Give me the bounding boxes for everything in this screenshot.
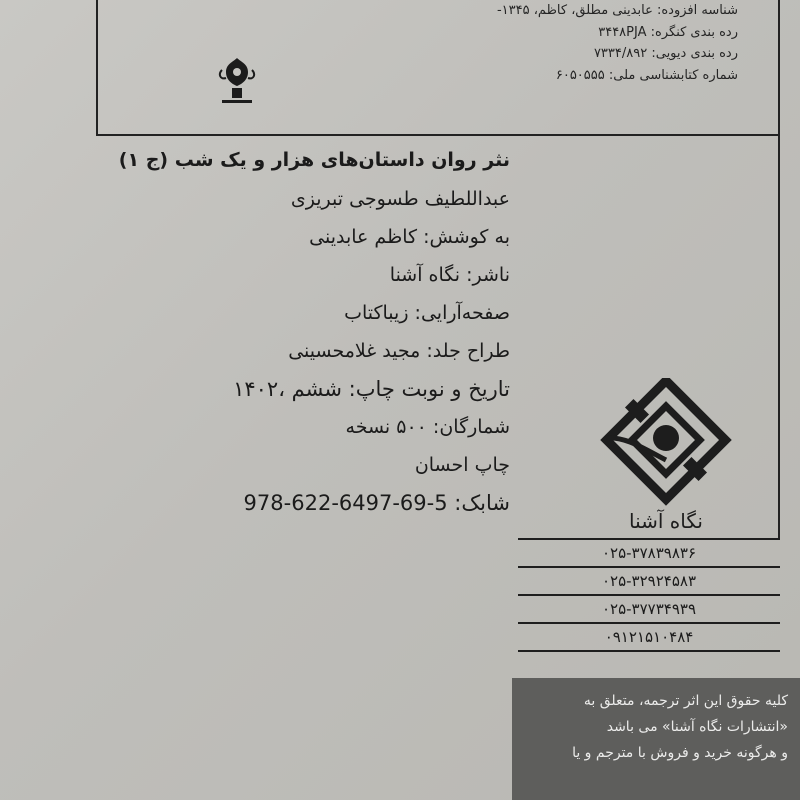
phone-number: ۰۲۵-۳۷۸۳۹۸۳۶ xyxy=(518,538,780,566)
publisher-logo-icon xyxy=(586,378,746,538)
catalog-line: رده بندی کنگره: ۳۴۴۸PJA xyxy=(598,24,738,40)
rights-line: کلیه حقوق این اثر ترجمه، متعلق به xyxy=(583,693,788,709)
catalog-line: شماره کتابشناسی ملی: ۶۰۵۰۵۵۵ xyxy=(555,67,738,83)
frame-border-right xyxy=(778,0,780,540)
cover-designer: طراح جلد: مجید غلامحسینی xyxy=(288,340,510,362)
book-details xyxy=(90,140,510,522)
phone-list xyxy=(518,538,780,652)
phone-number: ۰۲۵-۳۲۹۲۴۵۸۳ xyxy=(518,566,780,594)
circulation: شمارگان: ۵۰۰ نسخه xyxy=(345,416,510,438)
rights-line: و هرگونه خرید و فروش با مترجم و یا xyxy=(572,745,788,761)
printer: چاپ احسان xyxy=(414,454,510,476)
phone-number: ۰۹۱۲۱۵۱۰۴۸۴ xyxy=(518,622,780,652)
rights-line: «انتشارات نگاه آشنا» می باشد xyxy=(606,719,788,735)
frame-border-left xyxy=(96,0,98,136)
book-title: نثر روان داستان‌های هزار و یک شب (ج ۱) xyxy=(118,149,510,171)
rights-notice xyxy=(512,678,800,800)
catalog-line: رده بندی دیویی: ۷۳۳۴/۸۹۲ xyxy=(593,46,738,61)
phone-number: ۰۲۵-۳۷۷۳۴۹۳۹ xyxy=(518,594,780,622)
frame-divider-top xyxy=(96,134,780,136)
catalog-block xyxy=(298,0,738,86)
isbn: شابک: 5-69-6497-622-978 xyxy=(243,491,510,515)
author: عبداللطیف طسوجی تبریزی xyxy=(290,188,510,210)
catalog-line: شناسه افزوده: عابدینی مطلق، کاظم، ۱۳۴۵- xyxy=(496,3,738,18)
ornament-icon xyxy=(218,56,256,106)
logo-text: نگاه آشنا xyxy=(629,509,703,533)
publisher: ناشر: نگاه آشنا xyxy=(389,264,510,286)
edition-date: تاریخ و نوبت چاپ: ششم ،۱۴۰۲ xyxy=(233,377,510,401)
editor: به کوشش: کاظم عابدینی xyxy=(309,226,510,248)
layout-designer: صفحه‌آرایی: زیباکتاب xyxy=(344,302,510,324)
